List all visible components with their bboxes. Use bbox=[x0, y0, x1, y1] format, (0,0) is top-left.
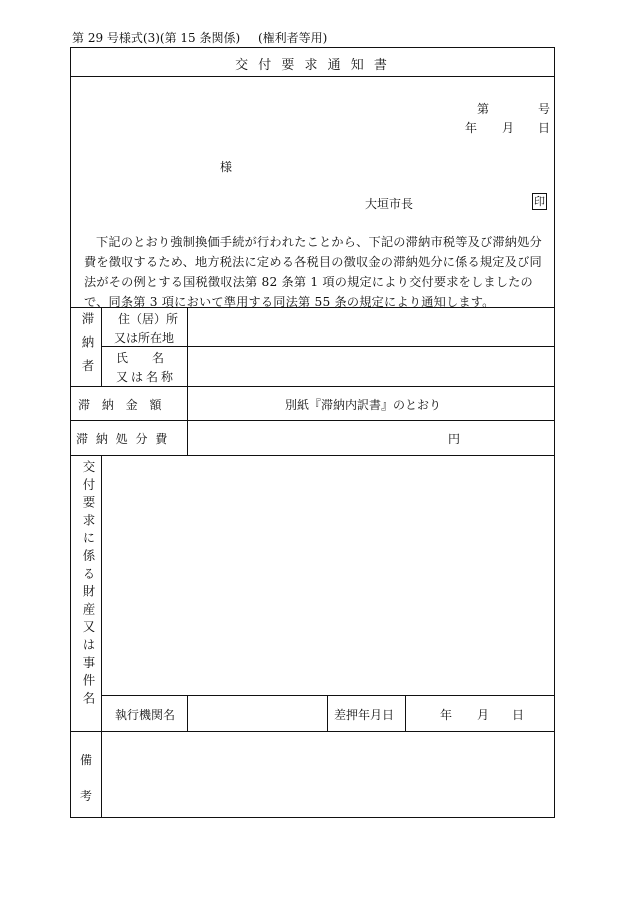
seizure-year: 年 bbox=[440, 708, 453, 722]
addressee-suffix: 様 bbox=[220, 160, 233, 174]
name-label-line1: 氏 名 bbox=[116, 351, 165, 365]
remarks-row-line bbox=[70, 731, 555, 732]
date-year: 年 bbox=[465, 121, 478, 135]
date-month: 月 bbox=[502, 121, 515, 135]
table-top-line bbox=[70, 307, 555, 308]
amount-label: 滞 納 金 額 bbox=[78, 398, 166, 412]
address-label-line1: 住（居）所 bbox=[118, 312, 179, 326]
seizure-label-divider-right bbox=[405, 695, 406, 731]
date-day: 日 bbox=[538, 121, 551, 135]
agency-value-divider bbox=[187, 695, 188, 731]
form-number: 第 29 号様式(3)(第 15 条関係) bbox=[72, 31, 241, 45]
seizure-day: 日 bbox=[512, 708, 525, 722]
agency-label: 執行機関名 bbox=[115, 708, 176, 722]
notice-body-text: 下記のとおり強制換価手続が行われたことから、下記の滞納市税等及び滞納処分費を徴収するため、地方税法に定める各税目の徴収金の滞納処分に係る規定及び同法がその例とする国税徴収法第 82 条第 1 項の規定により交付要求をしましたので、同条第 3 項において準用する同法第 55 条の規定により通知します。 bbox=[84, 235, 542, 309]
seizure-label-divider-left bbox=[327, 695, 328, 731]
name-label-line2: 又は名称 bbox=[116, 370, 177, 384]
name-row-line bbox=[101, 346, 555, 347]
property-label-divider bbox=[101, 455, 102, 818]
delinquent-label: 滞納者 bbox=[80, 312, 95, 383]
property-label: 交付要求に係る財産又は事件名 bbox=[81, 460, 96, 710]
fee-row-line bbox=[70, 420, 555, 421]
amount-value: 別紙『滞納内訳書』のとおり bbox=[285, 398, 442, 412]
address-label-line2: 又は所在地 bbox=[114, 331, 175, 345]
delinquent-value-divider bbox=[187, 307, 188, 455]
title-divider bbox=[70, 76, 555, 77]
fee-label: 滞 納 処 分 費 bbox=[76, 432, 170, 446]
seizure-date-label: 差押年月日 bbox=[334, 708, 395, 722]
form-user-type: (権利者等用) bbox=[258, 31, 328, 45]
doc-number-dai: 第 bbox=[477, 102, 490, 116]
fee-unit: 円 bbox=[448, 432, 461, 446]
seizure-month: 月 bbox=[477, 708, 490, 722]
doc-number-go: 号 bbox=[538, 102, 551, 116]
document-title: 交 付 要 求 通 知 書 bbox=[235, 58, 390, 73]
remarks-label-1: 備 bbox=[80, 753, 93, 767]
remarks-label-2: 考 bbox=[80, 789, 93, 803]
delinquent-label-divider bbox=[101, 307, 102, 386]
amount-row-line bbox=[70, 386, 555, 387]
property-row-line bbox=[70, 455, 555, 456]
sender-name: 大垣市長 bbox=[365, 197, 414, 211]
agency-row-line bbox=[101, 695, 555, 696]
seal-mark: 印 bbox=[534, 195, 545, 208]
